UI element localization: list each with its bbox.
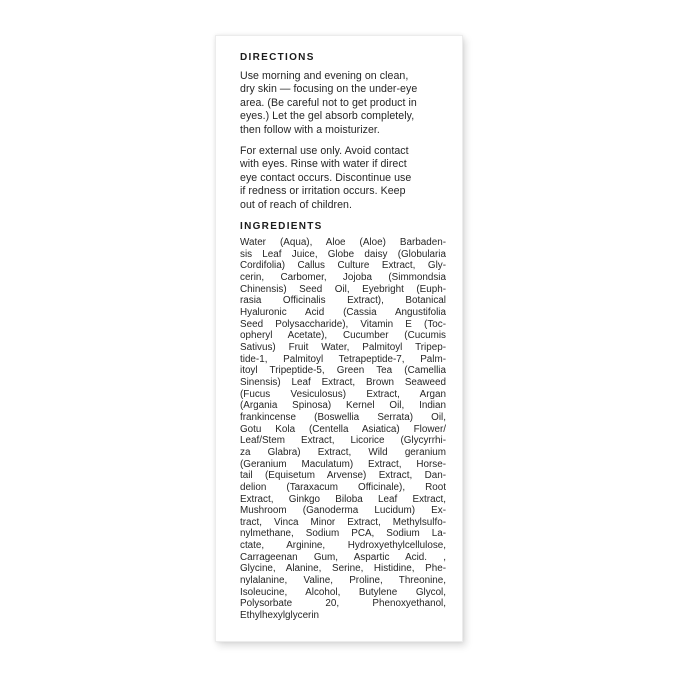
label-back-panel xyxy=(215,35,463,642)
text-line: Isoleucine, Alcohol, Butylene Glycol, xyxy=(240,586,446,598)
text-line: area. (Be careful not to get product in xyxy=(240,96,417,109)
text-line: Sinensis) Leaf Extract, Brown Seaweed xyxy=(240,376,446,388)
text-line: then follow with a moisturizer. xyxy=(240,123,380,136)
text-line: itoyl Tripeptide-5, Green Tea (Camellia xyxy=(240,365,446,377)
text-line: (Geranium Maculatum) Extract, Horse- xyxy=(240,458,446,470)
text-line: ctate, Arginine, Hydroxyethylcellulose, xyxy=(240,540,446,552)
text-line: dry skin — focusing on the under-eye xyxy=(240,83,418,96)
text-line: Carrageenan Gum, Aspartic Acid. , xyxy=(240,551,446,563)
text-line: Water (Aqua), Aloe (Aloe) Barbaden- xyxy=(240,237,446,249)
text-line: Glycine, Alanine, Serine, Histidine, Phe- xyxy=(240,563,446,575)
directions-paragraph-1 xyxy=(240,70,446,137)
ingredients-paragraph xyxy=(240,237,446,622)
text-line: (Argania Spinosa) Kernel Oil, Indian xyxy=(240,400,446,412)
text-line: if redness or irritation occurs. Keep xyxy=(240,185,406,198)
text-line: eye contact occurs. Discontinue use xyxy=(240,171,412,184)
text-line: with eyes. Rinse with water if direct xyxy=(240,158,407,171)
text-line: tract, Vinca Minor Extract, Methylsulfo- xyxy=(240,516,446,528)
text-line: Ethylhexylglycerin xyxy=(240,610,320,622)
text-line: Extract, Ginkgo Biloba Leaf Extract, xyxy=(240,493,446,505)
text-line: Polysorbate 20, Phenoxyethanol, xyxy=(240,598,446,610)
text-line: Cordifolia) Callus Culture Extract, Gly- xyxy=(240,260,446,272)
text-line: Hyaluronic Acid (Cassia Angustifolia xyxy=(240,307,446,318)
text-line: Use morning and evening on clean, xyxy=(240,70,409,82)
text-line: rasia Officinalis Extract), Botanical xyxy=(240,295,446,307)
ingredients-heading: INGREDIENTS xyxy=(240,221,323,233)
text-line: sis Leaf Juice, Globe daisy (Globularia xyxy=(240,248,446,260)
text-line: nylalanine, Valine, Proline, Threonine, xyxy=(240,575,446,587)
text-line: Chinensis) Seed Oil, Eyebright (Euph- xyxy=(240,283,446,295)
text-line: cerin, Carbomer, Jojoba (Simmondsia xyxy=(240,272,446,284)
text-line: For external use only. Avoid contact xyxy=(240,145,409,158)
text-line: Leaf/Stem Extract, Licorice (Glycyrrhi- xyxy=(240,435,446,447)
text-line: tide-1, Palmitoyl Tetrapeptide-7, Palm- xyxy=(240,353,446,365)
text-line: opheryl Acetate), Cucumber (Cucumis xyxy=(240,330,446,342)
text-line: frankincense (Boswellia Serrata) Oil, xyxy=(240,411,446,423)
text-line: out of reach of children. xyxy=(240,198,352,211)
text-line: Gotu Kola (Centella Asiatica) Flower/ xyxy=(240,423,446,435)
directions-heading: DIRECTIONS xyxy=(240,52,315,63)
directions-paragraph-2 xyxy=(240,145,446,212)
text-line: (Fucus Vesiculosus) Extract, Argan xyxy=(240,388,446,400)
text-line: Sativus) Fruit Water, Palmitoyl Tripep- xyxy=(240,341,446,353)
text-line: delion (Taraxacum Officinale), Root xyxy=(240,481,446,493)
text-line: tail (Equisetum Arvense) Extract, Dan- xyxy=(240,470,446,482)
text-line: eyes.) Let the gel absorb completely, xyxy=(240,110,415,123)
text-line: nylmethane, Sodium PCA, Sodium La- xyxy=(240,528,446,540)
text-line: Mushroom (Ganoderma Lucidum) Ex- xyxy=(240,505,446,517)
text-line: Seed Polysaccharide), Vitamin E (Toc- xyxy=(240,318,446,330)
text-line: za Glabra) Extract, Wild geranium xyxy=(240,446,446,458)
